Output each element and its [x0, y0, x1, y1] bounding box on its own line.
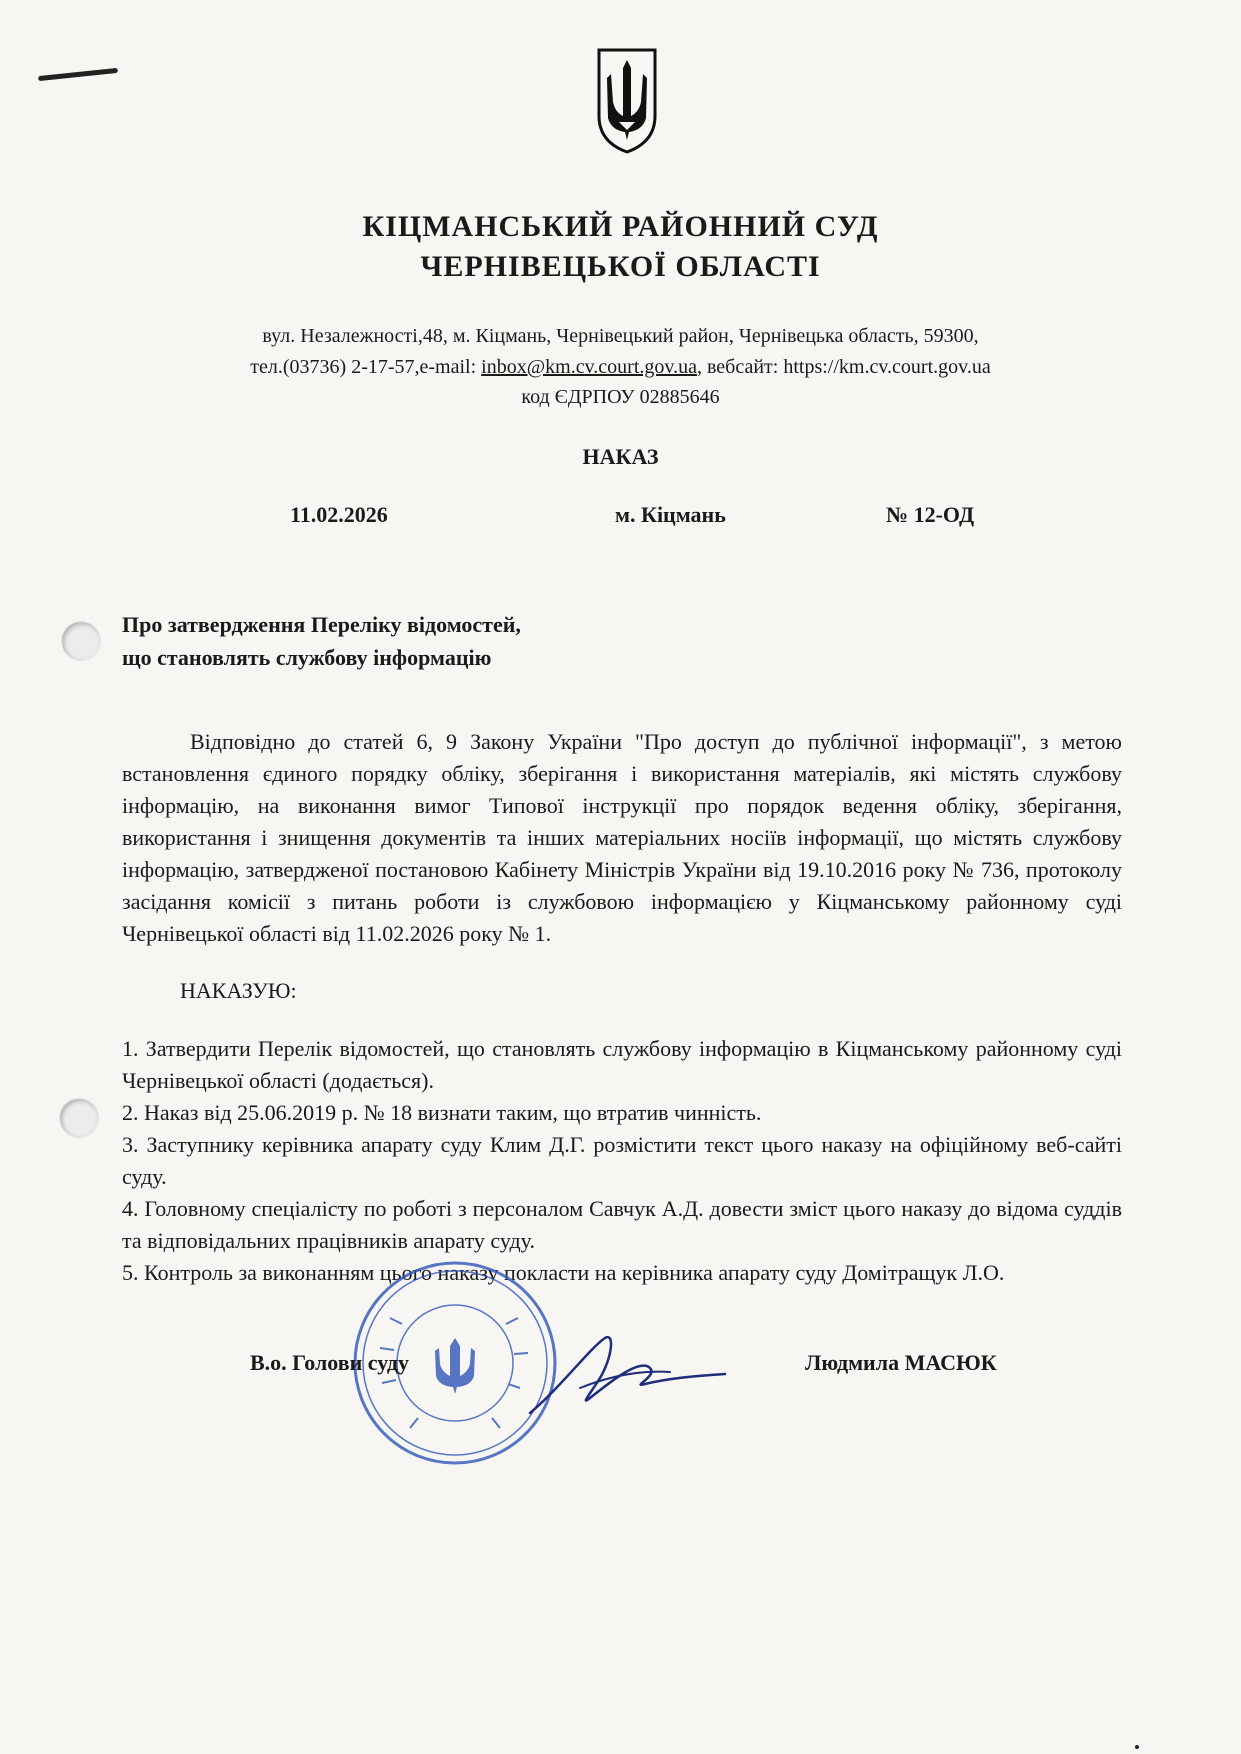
preamble-paragraph: Відповідно до статей 6, 9 Закону України "Про доступ до публічної інформації", з метою встановлення єдиного порядку обліку, зберігання і використання матеріалів, які містять службову інформацію, на виконання вимог Типової інструкції про порядок ведення обліку, зберігання, використання і знищення документів та інших матеріальних носіїв інформації, що містять службову інформацію, затвердженої постановою Кабінету Міністрів України від 19.10.2016 року № 736, протоколу засідання комісії з питань роботи із службовою інформацією у Кіцманському районному суді Чернівецької області від 11.02.2026 року № 1. [122, 729, 1122, 946]
punch-hole-bottom [60, 1099, 98, 1137]
punch-hole-top [62, 622, 100, 660]
signatory-position: В.о. Голови суду [250, 1350, 410, 1375]
signatory-name: Людмила МАСЮК [805, 1350, 997, 1375]
order-item-3: 3. Заступнику керівника апарату суду Клим Д.Г. розмістити текст цього наказу на офіційному веб-сайті суду. [122, 1132, 1122, 1189]
order-subject [122, 608, 521, 674]
court-name-line2: ЧЕРНІВЕЦЬКОЇ ОБЛАСТІ [420, 250, 821, 283]
page-dot [1135, 1745, 1139, 1749]
order-place: м. Кіцмань [615, 502, 726, 527]
phone-text: тел.(03736) 2-17-57,e-mail: [250, 356, 482, 378]
preamble [122, 726, 1122, 950]
order-item-1: 1. Затвердити Перелік відомостей, що становлять службову інформацію в Кіцманському районному суді Чернівецької області (додається). [122, 1036, 1122, 1093]
coat-of-arms-icon [595, 46, 659, 156]
handwritten-signature [520, 1318, 730, 1428]
website-text: , вебсайт: https://km.cv.court.gov.ua [696, 356, 991, 378]
order-date: 11.02.2026 [290, 502, 388, 527]
subject-line1: Про затвердження Переліку відомостей, [122, 612, 521, 637]
subject-line2: що становлять службову інформацію [122, 645, 492, 670]
order-item-2: 2. Наказ від 25.06.2019 р. № 18 визнати таким, що втратив чинність. [122, 1100, 762, 1125]
order-item-5: 5. Контроль за виконанням цього наказу покласти на керівника апарату суду Домітращук Л.О. [122, 1260, 1005, 1285]
email-link[interactable]: inbox@km.cv.court.gov.ua [481, 356, 697, 378]
contacts-line [0, 356, 1241, 379]
order-item-4: 4. Головному спеціалісту по роботі з персоналом Савчук А.Д. довести зміст цього наказу до відома суддів та відповідальних працівників апарату суду. [122, 1196, 1122, 1253]
order-title: НАКАЗ [582, 444, 659, 469]
court-name-line1: КІЦМАНСЬКИЙ РАЙОННИЙ СУД [362, 210, 879, 243]
order-number: № 12-ОД [886, 502, 975, 527]
pen-mark [38, 68, 118, 81]
order-items [122, 1033, 1122, 1289]
edrpou-code: код ЄДРПОУ 02885646 [521, 386, 720, 408]
directive-word: НАКАЗУЮ: [180, 978, 297, 1003]
address-line: вул. Незалежності,48, м. Кіцмань, Чернівецький район, Чернівецька область, 59300, [262, 325, 979, 347]
